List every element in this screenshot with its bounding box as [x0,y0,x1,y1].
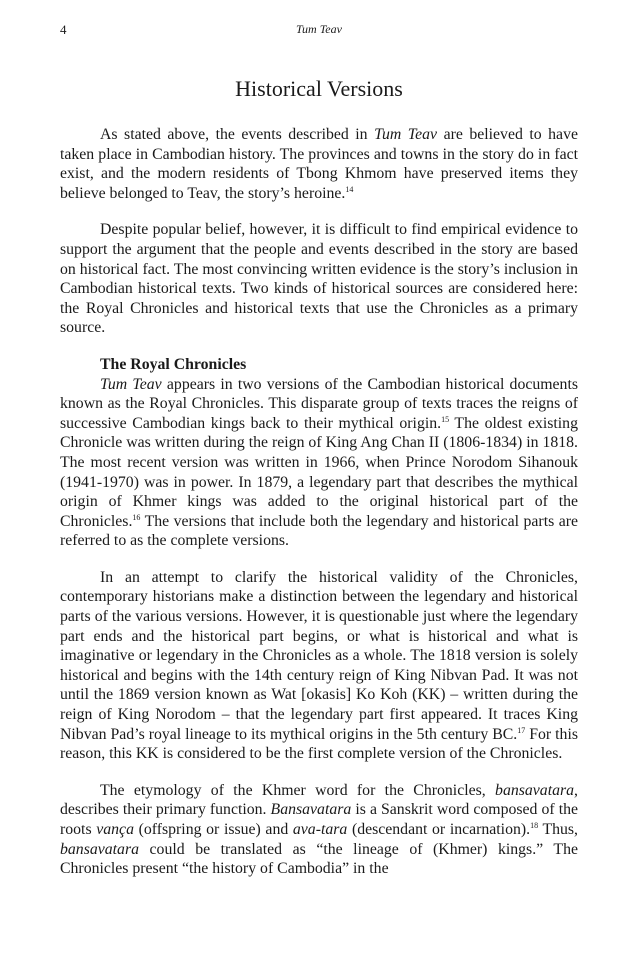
italic-term: bansavatara [495,781,575,799]
running-head: Tum Teav [296,22,342,36]
text-run: As stated above, the events described in [100,126,375,143]
text-run: In an attempt to clarify the historical validity of the Chronicles, contemporary historians make a distinction between the legendary and historical parts of the various versions. However, it is questionable just where the legendary part ends and the historical part begins, or what is historical and what is imaginative or legendary in the Chronicles as a whole. The 1818 version is solely historical and begins with the 14th century reign of King Nibvan Pad. It was not until the 1869 version known as Wat [okasis] Ko Koh (KK) – written during the reign of King Norodom – that the legendary part first appeared. It traces King Nibvan Pad’s royal lineage to its mythical origins in the 5th century BC. [60,568,578,743]
footnote-ref[interactable]: 16 [132,512,141,522]
text-run: , describes their primary function. [60,781,578,819]
paragraph [60,568,578,764]
italic-term: vança [96,821,134,838]
text-run: For this reason, this KK is considered to be the first complete version of the Chronicles. [60,725,578,763]
paragraph [60,781,578,879]
footnote-ref[interactable]: 17 [517,725,526,735]
text-run: appears in two versions of the Cambodian historical documents known as the Royal Chronicles. This disparate group of texts traces the reigns of successive Cambodian kings back to their mythical origin. [60,375,578,432]
italic-title: Tum Teav [374,126,438,143]
subheading: The Royal Chronicles [100,355,247,373]
italic-term: bansavatara [60,840,139,858]
body-text [60,125,578,879]
text-run: Thus, [538,821,578,838]
footnote-ref[interactable]: 14 [345,184,354,194]
section-title: Historical Versions [235,76,403,101]
text-run: The oldest existing Chronicle was written during the reign of King Ang Chan II (1806-1834) in 1818. The most recent version was written in 1966, when Prince Norodom Sihanouk (1941-1970) was in power. In 1879, a legendary part that describes the mythical origin of Khmer kings was added to the original historical part of the Chronicles. [60,414,578,530]
paragraph [60,125,578,203]
text-run: are believed to have taken place in Cambodian history. The provinces and towns in the story do in fact exist, and the modern residents of Tbong Khmom have preserved items they believe belonged to Teav, the story’s heroine. [60,126,578,202]
text-run: could be translated as “the lineage of (Khmer) kings.” The Chronicles present “the history of Cambodia” in the [60,840,578,878]
text-run: Despite popular belief, however, it is difficult to find empirical evidence to support the argument that the people and events described in the story are based on historical fact. The most convincing written evidence is the story’s inclusion in Cambodian historical texts. Two kinds of historical sources are considered here: the Royal Chronicles and historical texts that use the Chronicles as a primary source. [60,221,578,337]
paragraph [60,220,578,338]
text-run: The versions that include both the legendary and historical parts are referred to as the complete versions. [60,512,578,550]
italic-title: Tum Teav [100,375,162,393]
paragraph [60,375,578,551]
footnote-ref[interactable]: 15 [441,414,450,424]
footnote-ref[interactable]: 18 [530,821,539,830]
text-run: is a Sanskrit word composed of the roots [60,801,578,838]
page-number: 4 [60,22,67,37]
italic-term: ava-tara [292,821,348,838]
text-run: (descendant or incarnation). [347,821,531,838]
text-run: The etymology of the Khmer word for the Chronicles, [100,781,496,799]
italic-term: Bansavatara [270,801,352,819]
text-run: (offspring or issue) and [133,821,293,838]
